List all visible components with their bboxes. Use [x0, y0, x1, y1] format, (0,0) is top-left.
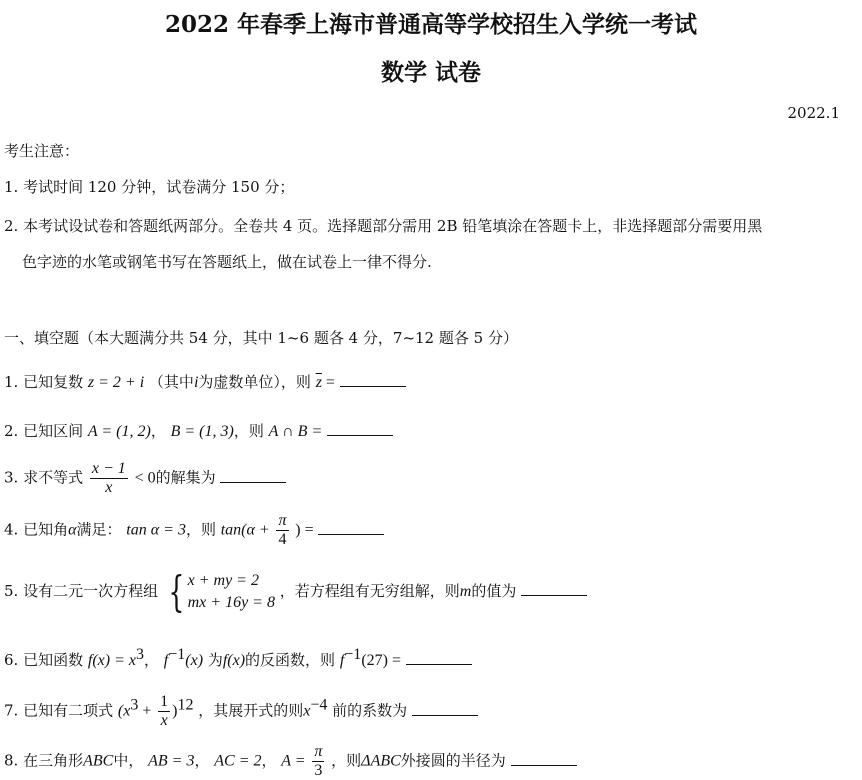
q2-answer-blank[interactable] — [327, 421, 393, 436]
q1-expression: z = 2 + i — [87, 374, 145, 391]
notice-item-2-continued: 色字迹的水笔或钢笔书写在答题纸上，做在试卷上一律不得分. — [22, 253, 432, 271]
question-6: 6. 已知函数 $f(x) = x^3$， $f^{-1}(x)$ 为f(x)的反函数，则 $f^{-1}(27)$ = — [4, 645, 472, 671]
question-1: 1. 已知复数 z = 2 + i （其中i为虚数单位），则 $\overline{z}$ = — [4, 372, 406, 393]
exam-title: 2022 年春季上海市普通高等学校招生入学统一考试 — [164, 11, 698, 38]
q6-answer-blank[interactable] — [406, 650, 472, 665]
notice-item-1: 1. 考试时间 120 分钟，试卷满分 150 分； — [4, 178, 295, 196]
question-3: 3. 求不等式 $\frac{x - 1}{x}$ < 0的解集为 — [4, 460, 286, 497]
question-8: 8. 在三角形ABC中， AB = 3， AC = 2， A = $\frac{\pi}{3}$ ，则ΔABC外接圆的半径为 — [4, 743, 577, 780]
question-7: 7. 已知有二项式 ($x^3$ + $\frac{1}{x}$ )$^{12}$ ，其展开式的则$x^{-4}$ 前的系数为 — [4, 693, 478, 730]
q4-fraction: $\frac{\pi}{4}$ — [278, 512, 287, 548]
q4-answer-blank[interactable] — [318, 520, 384, 535]
exam-subtitle: 数学 试卷 — [380, 59, 481, 86]
section-heading: 一、填空题（本大题满分共 54 分，其中 1~6 题各 4 分，7~12 题各 5 分） — [4, 329, 518, 347]
q7-answer-blank[interactable] — [412, 701, 478, 716]
q1-answer-blank[interactable] — [340, 372, 406, 387]
question-5: 5. 设有二元一次方程组 { x + my = 2 mx + 16y = 8 ，若方程组有无穷组解，则m的值为 — [4, 570, 587, 614]
q3-fraction: $\frac{x - 1}{x}$ — [91, 460, 126, 496]
q5-answer-blank[interactable] — [521, 581, 587, 596]
exam-date: 2022.1 — [787, 104, 840, 122]
q8-fraction: $\frac{\pi}{3}$ — [314, 743, 323, 779]
question-4: 4. 已知角α满足： tan α = 3，则 tan(α + $\frac{\pi}{4}$ ) = — [4, 512, 384, 549]
q7-fraction: $\frac{1}{x}$ — [160, 693, 169, 729]
q5-equation-system: { x + my = 2 mx + 16y = 8 — [168, 567, 275, 616]
q3-answer-blank[interactable] — [220, 468, 286, 483]
q1-conjugate: $\overline{z}$ — [315, 374, 322, 391]
brace-icon: { — [168, 567, 185, 616]
q8-answer-blank[interactable] — [511, 751, 577, 766]
notice-item-2: 2. 本考试设试卷和答题纸两部分。全卷共 4 页。选择题部分需用 2B 铅笔填涂在答题卡上，非选择题部分需要用黑 — [4, 217, 763, 235]
notice-heading: 考生注意： — [4, 142, 80, 160]
question-2: 2. 已知区间 A = (1, 2)， B = (1, 3)，则 A ∩ B = — [4, 421, 393, 442]
